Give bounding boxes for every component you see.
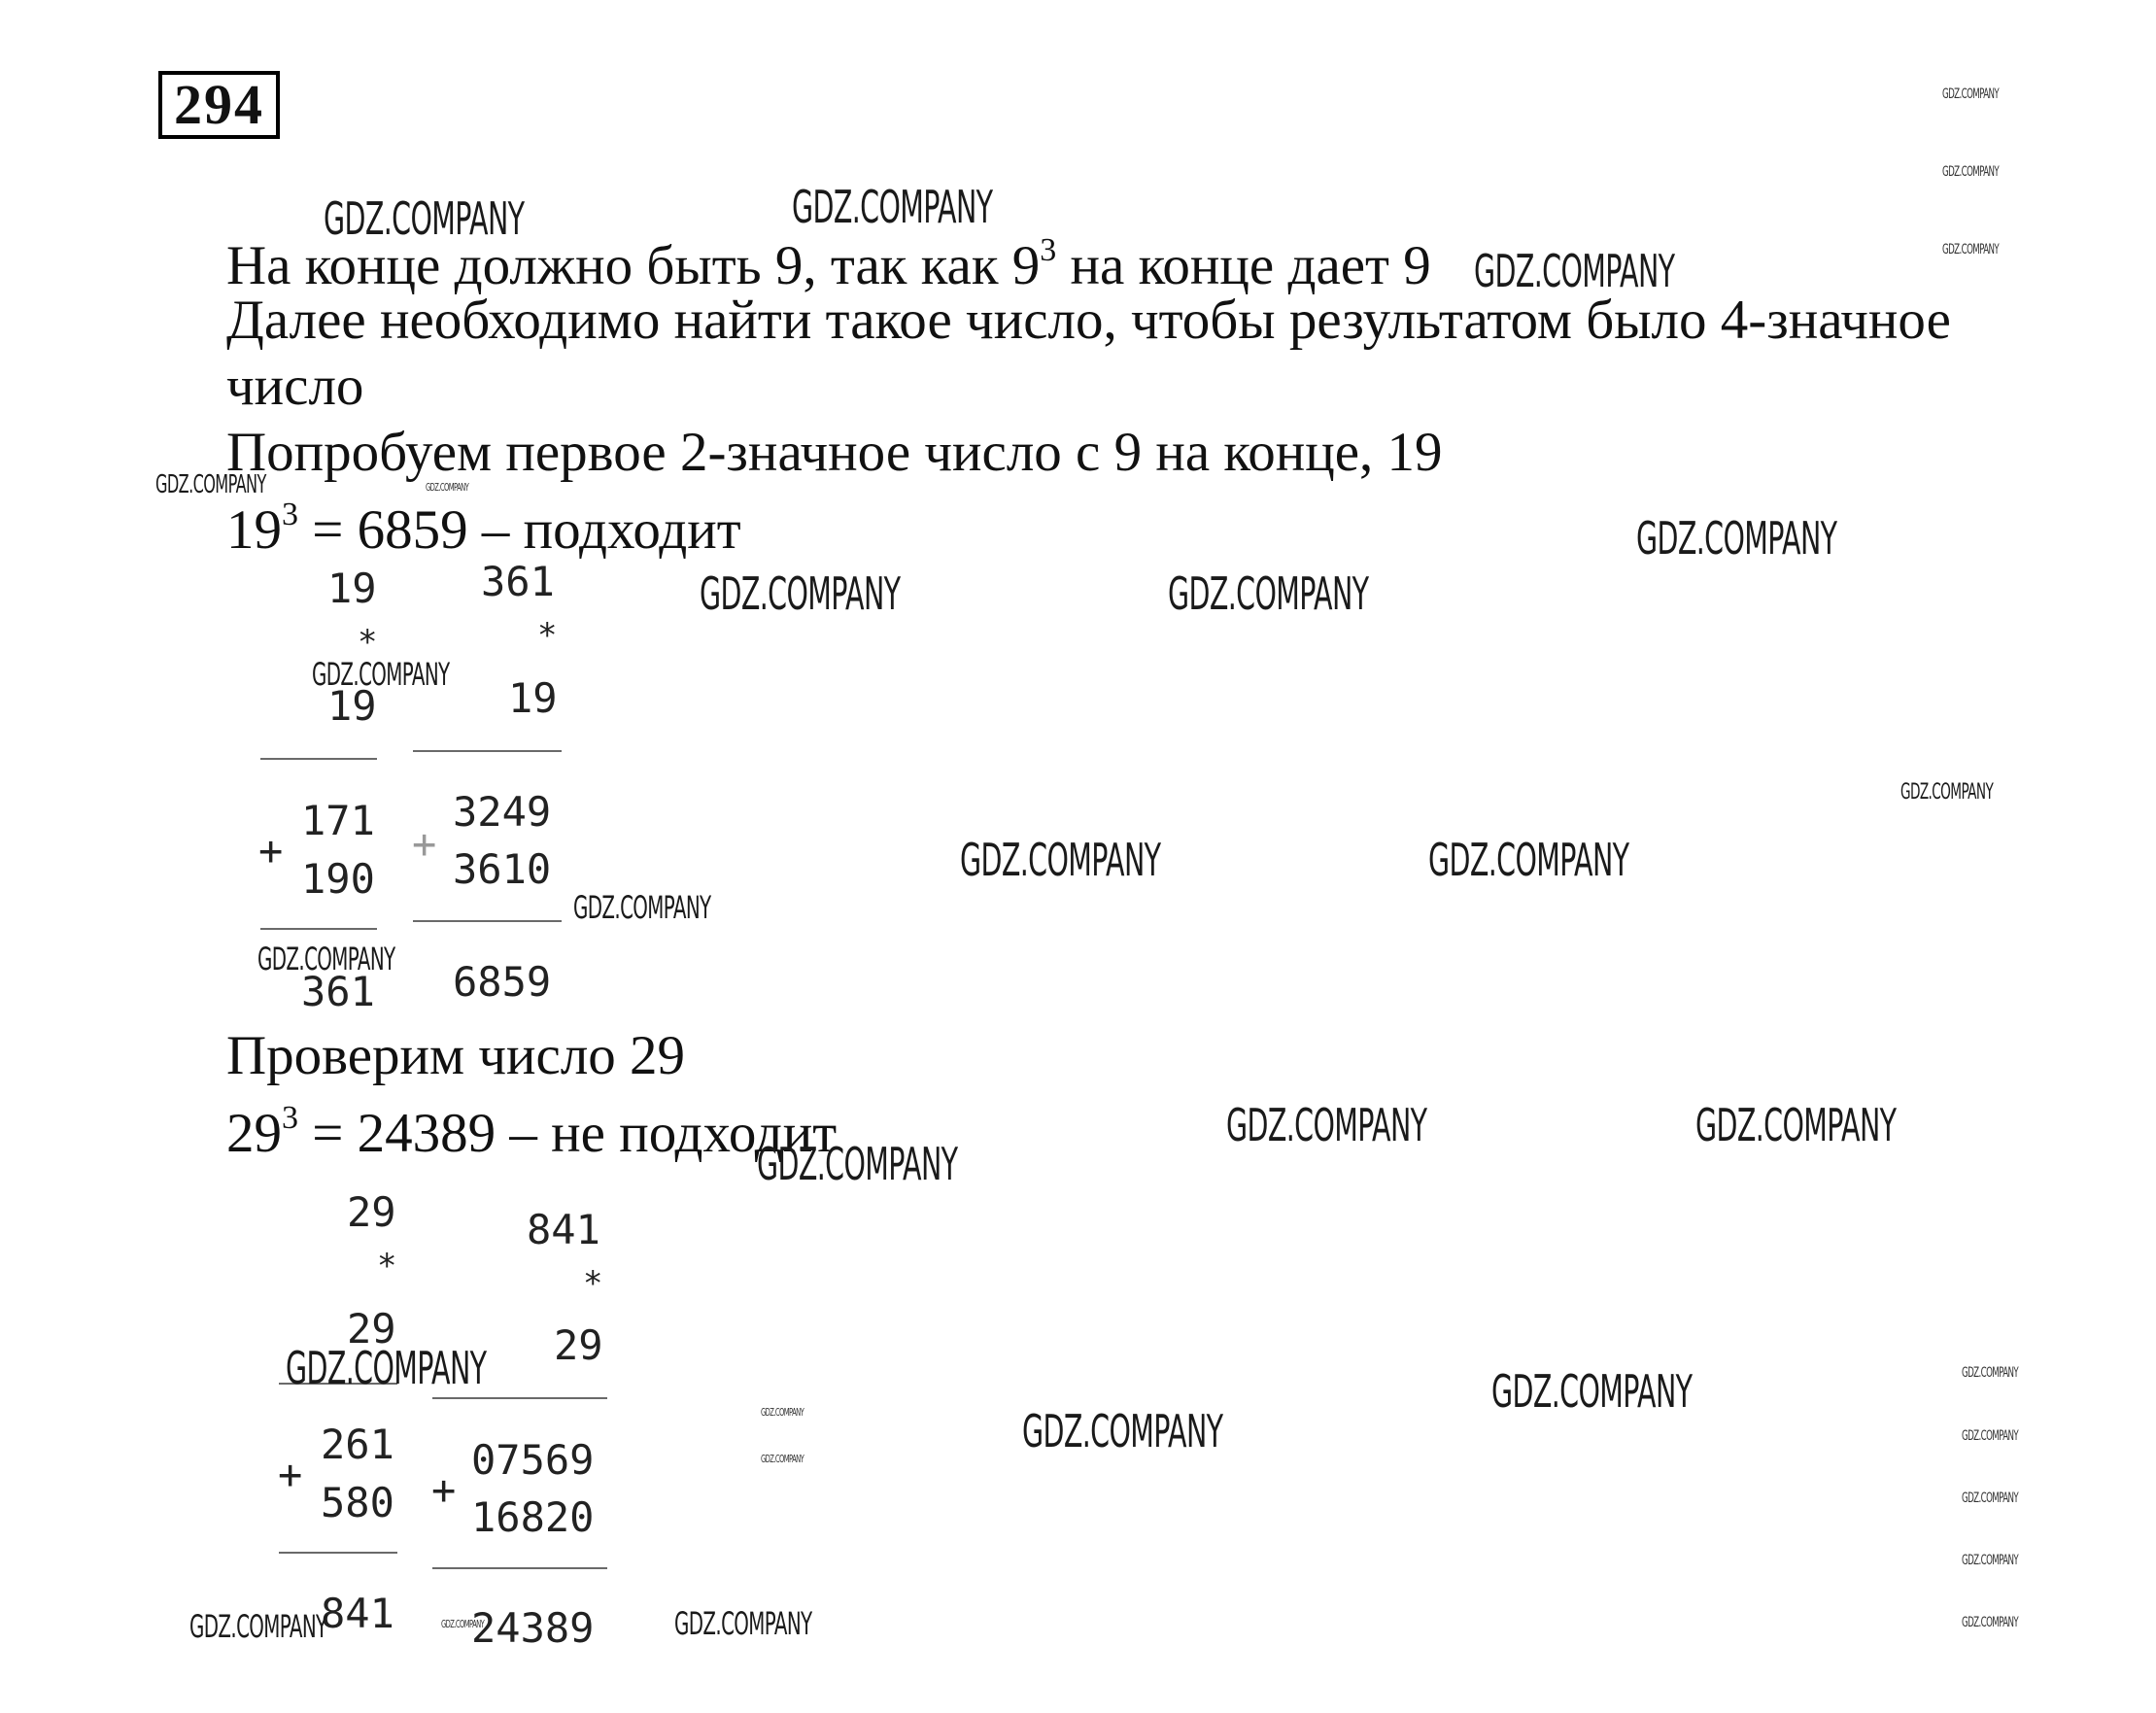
- watermark: GDZ.COMPANY: [1962, 1553, 2019, 1568]
- calc-19-square-result: 361: [301, 968, 375, 1015]
- text-line-5-post: = 6859 – подходит: [298, 499, 741, 561]
- text-line-1-exponent: 3: [1040, 232, 1057, 268]
- calc-29-multiplier-2: 29: [554, 1321, 603, 1369]
- watermark: GDZ.COMPANY: [1022, 1405, 1223, 1457]
- text-line-7: [226, 1093, 837, 1163]
- watermark: GDZ.COMPANY: [573, 889, 711, 926]
- watermark: GDZ.COMPANY: [674, 1605, 812, 1642]
- calc-29-plus-1: +: [278, 1451, 303, 1498]
- calc-19-multiplier-2: 19: [508, 674, 558, 722]
- watermark: GDZ.COMPANY: [1962, 1428, 2019, 1444]
- calc-29-plus-2: +: [431, 1466, 457, 1514]
- calc-29-square: 841: [527, 1206, 600, 1253]
- calc-29-partial-1: 261: [321, 1421, 394, 1468]
- calc-19-multiplicand: 19: [327, 565, 377, 612]
- watermark: GDZ.COMPANY: [286, 1342, 487, 1394]
- watermark: GDZ.COMPANY: [792, 181, 993, 233]
- calc-29-partial-4: 16820: [471, 1493, 595, 1541]
- calc-19-partial-3: 3249: [453, 788, 552, 836]
- text-line-5-base: 19: [226, 499, 282, 561]
- calc-19-rule-2: [260, 928, 377, 930]
- text-line-2: Далее необходимо найти такое число, чтобы результатом было 4-значное: [226, 290, 1951, 351]
- watermark: GDZ.COMPANY: [1168, 567, 1369, 620]
- text-line-5: [226, 490, 741, 560]
- text-line-5-exponent: 3: [282, 497, 298, 532]
- calc-19-times-sign: *: [358, 623, 378, 662]
- text-line-7-base: 29: [226, 1103, 282, 1164]
- watermark: GDZ.COMPANY: [700, 567, 901, 620]
- watermark: GDZ.COMPANY: [312, 656, 450, 693]
- calc-29-rule-2: [279, 1552, 397, 1554]
- watermark: GDZ.COMPANY: [1900, 780, 1994, 805]
- calc-19-partial-2: 190: [301, 855, 375, 903]
- watermark: GDZ.COMPANY: [441, 1618, 485, 1630]
- calc-19-times-sign-2: *: [537, 616, 558, 655]
- watermark: GDZ.COMPANY: [426, 481, 469, 494]
- watermark: GDZ.COMPANY: [1695, 1099, 1897, 1151]
- calc-19-rule-4: [413, 920, 562, 922]
- calc-19-partial-4: 3610: [453, 845, 552, 893]
- watermark: GDZ.COMPANY: [1942, 164, 2000, 180]
- calc-19-multiplier: 19: [327, 682, 377, 730]
- calc-29-multiplicand: 29: [347, 1188, 396, 1236]
- calc-29-cube-result: 24389: [471, 1604, 595, 1652]
- calc-29-partial-3: 07569: [471, 1436, 595, 1484]
- watermark: GDZ.COMPANY: [1962, 1365, 2019, 1381]
- calc-29-rule-4: [432, 1567, 607, 1569]
- watermark: GDZ.COMPANY: [1942, 86, 2000, 102]
- calc-29-times-sign-2: *: [583, 1264, 603, 1303]
- calc-29-square-result: 841: [321, 1590, 394, 1637]
- watermark: GDZ.COMPANY: [757, 1138, 958, 1190]
- calc-19-plus-1: +: [258, 827, 284, 874]
- text-line-4: Попробуем первое 2-значное число с 9 на конце, 19: [226, 422, 1443, 483]
- calc-19-partial-1: 171: [301, 797, 375, 844]
- text-line-1-pre: На конце должно быть 9, так как 9: [226, 235, 1041, 296]
- watermark: GDZ.COMPANY: [1474, 245, 1675, 297]
- calc-19-rule-1: [260, 758, 377, 760]
- watermark: GDZ.COMPANY: [761, 1453, 804, 1465]
- watermark: GDZ.COMPANY: [1962, 1615, 2019, 1630]
- watermark: GDZ.COMPANY: [761, 1406, 804, 1419]
- watermark: GDZ.COMPANY: [1226, 1099, 1427, 1151]
- calc-19-rule-3: [413, 750, 562, 752]
- watermark: GDZ.COMPANY: [324, 192, 525, 245]
- watermark: GDZ.COMPANY: [155, 470, 266, 499]
- calc-19-cube-result: 6859: [453, 958, 552, 1006]
- text-line-3: число: [226, 356, 364, 417]
- watermark: GDZ.COMPANY: [189, 1608, 327, 1645]
- calc-19-square: 361: [481, 558, 555, 605]
- watermark: GDZ.COMPANY: [1962, 1490, 2019, 1506]
- problem-number: 294: [158, 71, 280, 139]
- watermark: GDZ.COMPANY: [1942, 242, 2000, 257]
- calc-29-partial-2: 580: [321, 1479, 394, 1526]
- watermark: GDZ.COMPANY: [960, 834, 1161, 886]
- watermark: GDZ.COMPANY: [1428, 834, 1629, 886]
- watermark: GDZ.COMPANY: [1636, 512, 1837, 565]
- watermark: GDZ.COMPANY: [257, 941, 395, 977]
- calc-29-multiplier: 29: [347, 1305, 396, 1353]
- watermark: GDZ.COMPANY: [1491, 1365, 1693, 1418]
- text-line-1-post: на конце дает 9: [1056, 235, 1431, 296]
- text-line-7-post: = 24389 – не подходит: [298, 1103, 838, 1164]
- calc-29-times-sign: *: [377, 1247, 397, 1285]
- text-line-6: Проверим число 29: [226, 1025, 686, 1086]
- calc-29-rule-3: [432, 1397, 607, 1399]
- text-line-7-exponent: 3: [282, 1100, 298, 1136]
- calc-19-plus-2: +: [412, 820, 437, 868]
